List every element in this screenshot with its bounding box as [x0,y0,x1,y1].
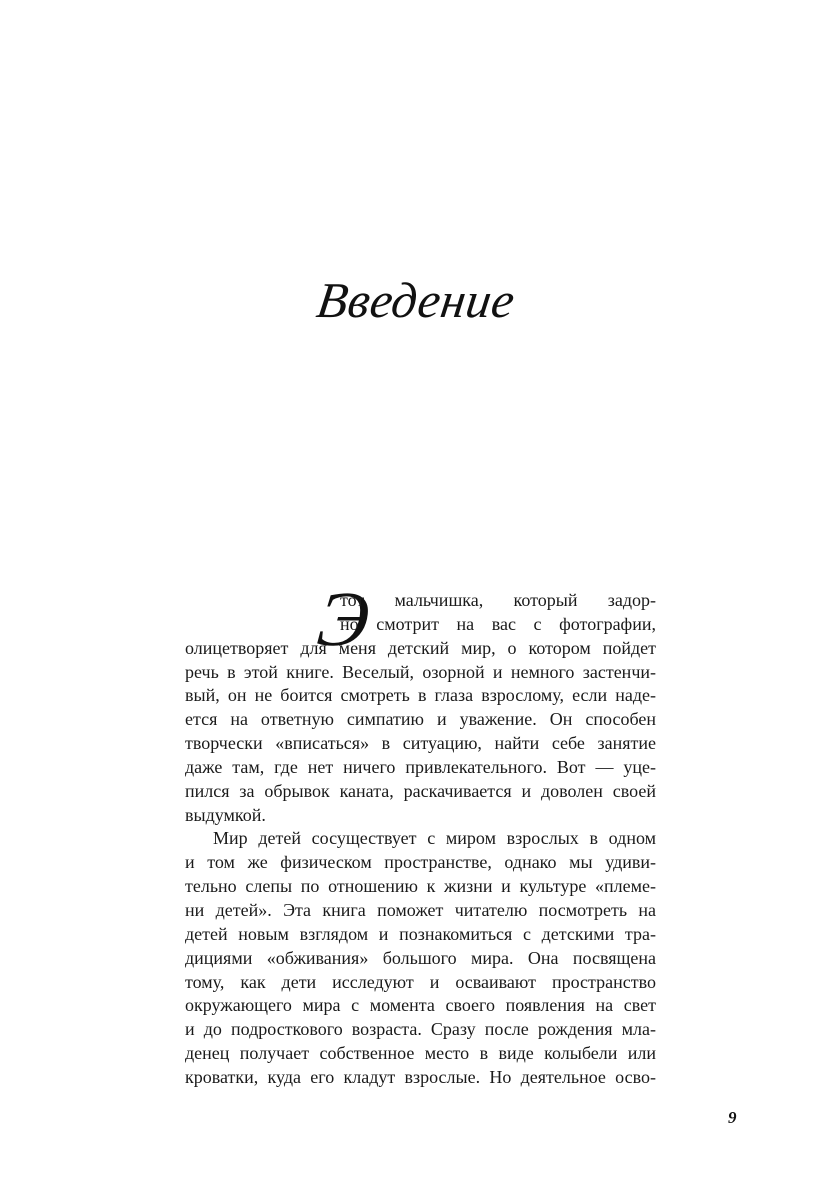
body-text [185,589,656,1090]
text-line: Мир детей сосуществует с миром взрослых в одном [213,828,656,849]
text-line: но смотрит на вас с фотографии, [340,613,656,634]
text-line: вый, он не боится смотреть в глаза взрослому, если наде- [185,685,656,706]
text-line: детей новым взглядом и познакомиться с детскими тра- [185,923,656,944]
text-line: тот мальчишка, который задор- [340,590,656,610]
text-line: кроватки, куда его кладут взрослые. Но деятельное осво- [185,1066,656,1087]
chapter-title: Введение [313,272,519,328]
text-line: пился за обрывок каната, раскачивается и доволен своей [185,780,656,801]
text-line: творчески «вписаться» в ситуацию, найти себе занятие [185,733,656,754]
text-line: ни детей». Эта книга поможет читателю посмотреть на [185,899,656,920]
text-line: выдумкой. [185,804,266,825]
text-line: дициями «обживания» большого мира. Она посвящена [185,947,656,968]
text-line: и до подросткового возраста. Сразу после рождения мла- [185,1019,656,1040]
text-line: тельно слепы по отношению к жизни и культуре «племе- [185,876,656,897]
text-line: тому, как дети исследуют и осваивают пространство [185,971,656,992]
drop-cap: Э [313,575,374,662]
text-line: и том же физическом пространстве, однако мы удиви- [185,852,656,873]
text-line: речь в этой книге. Веселый, озорной и немного застенчи- [185,661,656,682]
page-number: 9 [728,1108,737,1127]
text-line: денец получает собственное место в виде колыбели или [185,1043,656,1064]
text-line: ется на ответную симпатию и уважение. Он способен [185,709,656,730]
text-line: даже там, где нет ничего привлекательного. Вот — уце- [185,756,656,777]
text-line: олицетворяет для меня детский мир, о котором пойдет [185,637,656,658]
text-line: окружающего мира с момента своего появления на свет [185,995,656,1016]
